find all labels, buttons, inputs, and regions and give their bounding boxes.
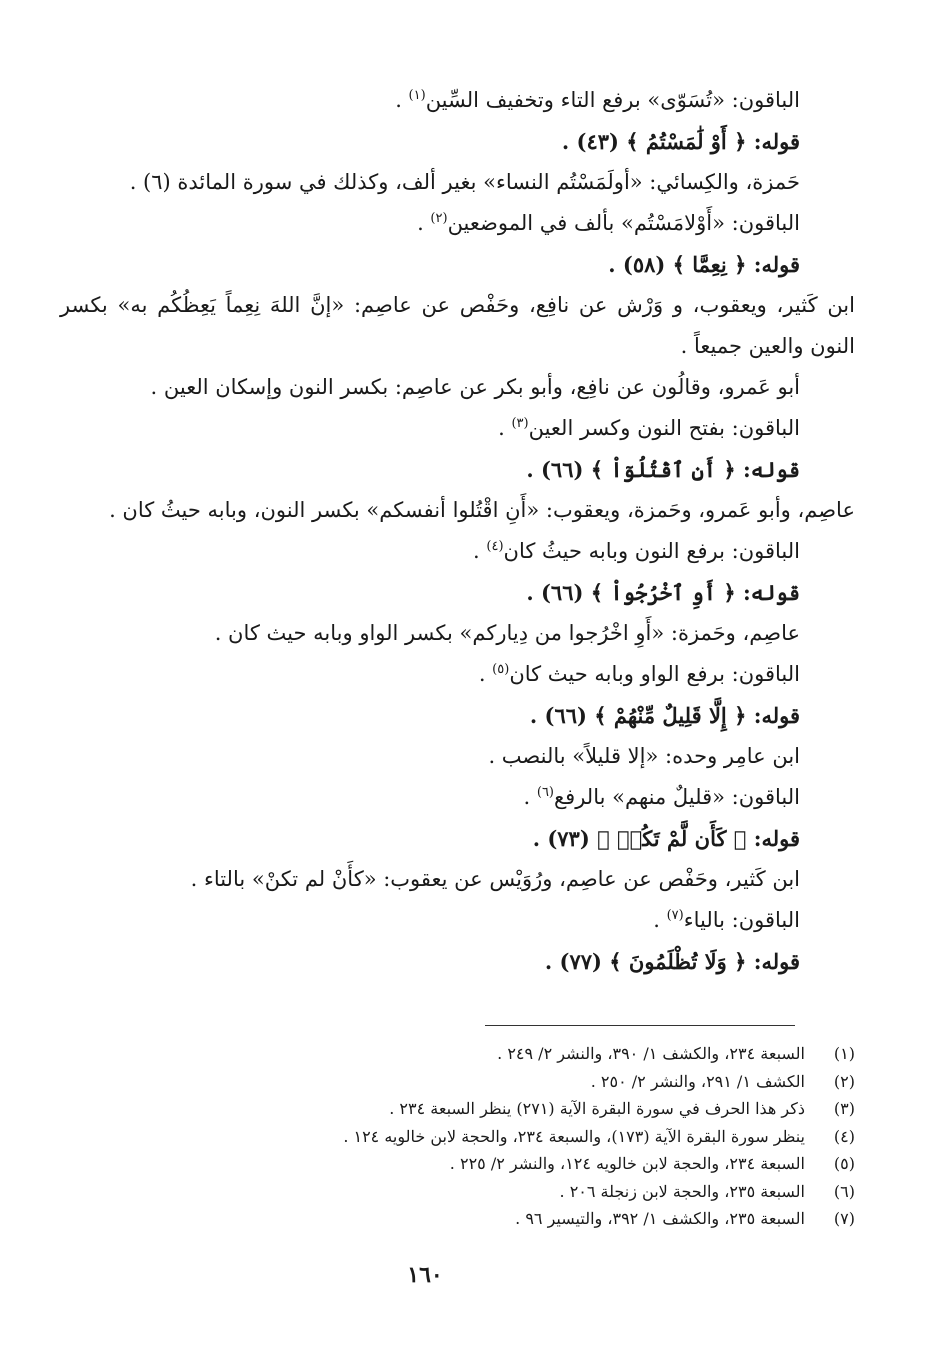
text-line: عاصِم، وحَمزة: «أَوِ اخْرُجوا من دِياركم» بكسر الواو وبابه حيث كان .	[214, 621, 800, 645]
footnote-marker[interactable]: (٦)	[536, 785, 554, 800]
footnote	[60, 1040, 855, 1068]
footnotes	[60, 1040, 855, 1233]
main-text	[60, 80, 855, 982]
footnote	[60, 1123, 855, 1151]
footnote	[60, 1178, 855, 1206]
footnote	[60, 1095, 855, 1123]
text-line: الباقون: «تُسَوّى» برفع التاء وتخفيف السِّين$^{(١)}$ .	[395, 88, 800, 112]
footnote-marker[interactable]: (٢)	[430, 211, 448, 226]
page-number: ١٦٠	[407, 1262, 443, 1288]
footnote-number: (١)	[833, 1044, 855, 1063]
text-line: الباقون: برفع الواو وبابه حيث كان$^{(٥)}$ .	[478, 662, 800, 686]
text-line: ابن كَثير، ويعقوب، و وَرْش عن نافِع، وحَفْص عن عاصِم: «إنَّ اللهَ نِعِماً يَعِظُكُم به» بكسر النون والعين جميعاً .	[60, 293, 855, 358]
footnote	[60, 1068, 855, 1096]
footnote-text: السبعة ٢٣٥، والحجة لابن زنجلة ٢٠٦ .	[559, 1181, 805, 1201]
footnote-number: (٥)	[833, 1154, 855, 1173]
footnote	[60, 1205, 855, 1233]
verse-heading: قوله: ﴿ كَأَن لَّمْ تَكُنۢ ﴾ (٧٣) .	[532, 826, 800, 851]
footnote-text: السبعة ٢٣٤، والحجة لابن خالويه ١٢٤، والنشر ٢/ ٢٢٥ .	[449, 1154, 805, 1173]
text-line: الباقون: «قليلٌ منهم» بالرفع$^{(٦)}$ .	[523, 785, 800, 809]
footnote-number: (٦)	[833, 1181, 855, 1201]
verse-heading: قوله: ﴿ أَنِ ٱقْتُلُوٓاْ ﴾ (٦٦) .	[526, 457, 800, 482]
text-line: حَمزة، والكِسائي: «أولَمَسْتُم النساء» بغير ألف، وكذلك في سورة المائدة (٦) .	[129, 170, 800, 194]
footnote-text: السبعة ٢٣٤، والكشف ١/ ٣٩٠، والنشر ٢/ ٢٤٩ .	[497, 1044, 805, 1063]
footnote-text: ذكر هذا الحرف في سورة البقرة الآية (٢٧١) ينظر السبعة ٢٣٤ .	[389, 1099, 805, 1118]
text-line: أبو عَمرو، وقالُون عن نافِع، وأبو بكر عن عاصِم: بكسر النون وإسكان العين .	[150, 375, 800, 399]
text-line: الباقون: بفتح النون وكسر العين$^{(٣)}$ .	[498, 416, 800, 440]
footnote-number: (٤)	[833, 1126, 855, 1146]
footnote-number: (٣)	[833, 1099, 855, 1118]
verse-heading: قوله: ﴿ أَوْ لَٰمَسْتُمُ ﴾ (٤٣) .	[561, 129, 800, 154]
footnote-text: الكشف ١/ ٢٩١، والنشر ٢/ ٢٥٠ .	[590, 1071, 805, 1091]
text-line: ابن عامِر وحده: «إلا قليلاً» بالنصب .	[488, 744, 800, 768]
verse-heading: قوله: ﴿ نِعِمَّا ﴾ (٥٨) .	[608, 252, 800, 277]
text-line: الباقون: برفع النون وبابه حيثُ كان$^{(٤)}$ .	[473, 539, 800, 563]
footnote-text: السبعة ٢٣٥، والكشف ١/ ٣٩٢، والتيسير ٩٦ .	[515, 1209, 805, 1228]
footnote-marker[interactable]: (٤)	[486, 539, 504, 554]
verse-heading: قوله: ﴿ وَلَا تُظْلَمُونَ ﴾ (٧٧) .	[544, 949, 800, 974]
footnote-number: (٢)	[833, 1071, 855, 1091]
footnote-marker[interactable]: (٣)	[511, 416, 529, 431]
footnote-divider	[485, 1025, 795, 1026]
footnote-number: (٧)	[833, 1209, 855, 1228]
text-line: عاصِم، وأبو عَمرو، وحَمزة، ويعقوب: «أَنِ اقْتُلوا أنفسكم» بكسر النون، وبابه حيثُ كان .	[109, 498, 855, 522]
verse-heading: قوله: ﴿ إِلَّا قَلِيلٌ مِّنْهُمْ ﴾ (٦٦) .	[529, 703, 800, 728]
footnote-marker[interactable]: (١)	[408, 88, 426, 103]
footnote	[60, 1150, 855, 1178]
text-line: الباقون: بالياء$^{(٧)}$ .	[653, 908, 800, 932]
text-line: ابن كَثير، وحَفْص عن عاصِم، ورُوَيْس عن يعقوب: «كأَنْ لم تكنْ» بالتاء .	[190, 867, 800, 891]
footnote-text: ينظر سورة البقرة الآية (١٧٣)، والسبعة ٢٣٤، والحجة لابن خالويه ١٢٤ .	[343, 1126, 805, 1146]
text-line: الباقون: «أَوْلامَسْتُم» بألف في الموضعين$^{(٢)}$ .	[417, 211, 800, 235]
footnote-marker[interactable]: (٥)	[492, 662, 510, 677]
footnote-marker[interactable]: (٧)	[666, 908, 684, 923]
verse-heading: قوله: ﴿ أَوِ ٱخْرُجُواْ ﴾ (٦٦) .	[526, 580, 800, 605]
